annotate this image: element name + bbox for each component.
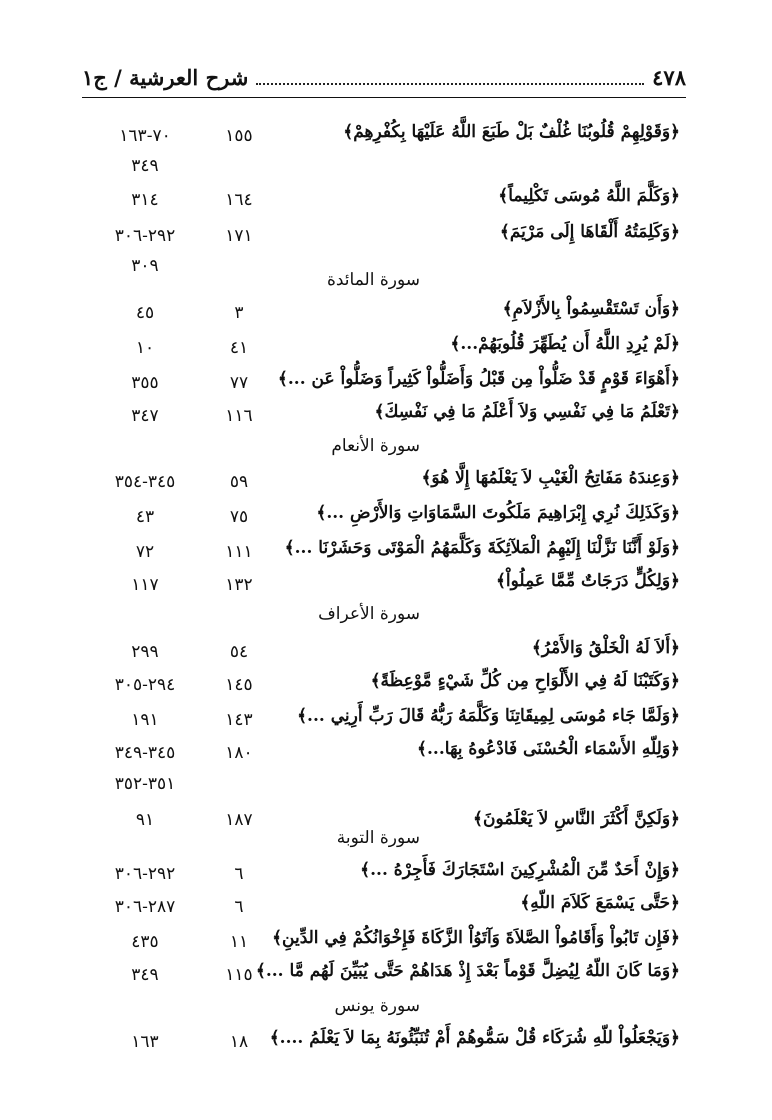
verse-text: ﴿حَتَّى يَسْمَعَ كَلاَمَ اللّهِ﴾ [520, 893, 680, 913]
page-ref: ٤٣٥ [131, 932, 159, 952]
verse-text: ﴿وَأَن تَسْتَقْسِمُواْ بِالأَزْلاَمِ﴾ [502, 299, 680, 319]
verse-text: ﴿وَلِكُلٍّ دَرَجَاتٌ مِّمَّا عَمِلُواْ﴾ [495, 571, 680, 591]
verse-text: ﴿أَهْوَاءَ قَوْمٍ قَدْ ضَلُّواْ مِن قَبْلُ وَأَضَلُّواْ كَثِيراً وَضَلُّواْ عَن ...﴾ [277, 369, 680, 389]
verse-text: ﴿لَمْ يُرِدِ اللَّهُ أَن يُطَهِّرَ قُلُوبَهُمْ...﴾ [450, 334, 680, 354]
page-number: ٤٧٨ [652, 64, 686, 90]
verse-text: ﴿وَمَا كَانَ اللّهُ لِيُضِلَّ قَوْماً بَعْدَ إِذْ هَدَاهُمْ حَتَّى يُبَيِّنَ لَهُم مَّا ...﴾ [255, 961, 680, 981]
ayah-number: ٥٤ [229, 642, 249, 662]
verse-text: ﴿أَلاَ لَهُ الْخَلْقُ وَالأَمْرُ﴾ [531, 638, 680, 658]
page-ref: ٣٥٥ [131, 373, 159, 393]
verse-text: ﴿وَلِلّهِ الأَسْمَاء الْحُسْنَى فَادْعُوهُ بِهَا...﴾ [417, 739, 680, 759]
page-ref: ٢٩٢-٣٠٦ [114, 226, 176, 246]
page-ref: ٢٩٤-٣٠٥ [114, 675, 176, 695]
ayah-number: ١٨ [229, 1032, 249, 1052]
ayah-number: ١٤٥ [225, 675, 253, 695]
page-ref: ٢٩٩ [131, 642, 159, 662]
ayah-number: ١١١ [225, 542, 253, 562]
ayah-number: ٧٥ [229, 507, 249, 527]
verse-text: ﴿وَكَذَلِكَ نُرِي إِبْرَاهِيمَ مَلَكُوتَ السَّمَاوَاتِ وَالأَرْضِ ...﴾ [316, 503, 680, 523]
ayah-number: ٥٩ [229, 472, 249, 492]
ayah-number: ١٧١ [225, 226, 253, 246]
book-title: شرح العرشية / ج١ [82, 64, 249, 90]
verse-text: ﴿وَلَمَّا جَاء مُوسَى لِمِيقَاتِنَا وَكَلَّمَهُ رَبُّهُ قَالَ رَبِّ أَرِنِي ...﴾ [297, 706, 680, 726]
ayah-number: ١١٦ [225, 406, 253, 426]
surah-heading: سورة يونس [334, 996, 420, 1016]
page-ref: ١٦٣ [131, 1032, 159, 1052]
page-ref: ٣٤٩ [131, 965, 159, 985]
verse-text: ﴿وَكَلِمَتُهُ أَلْقَاهَا إِلَى مَرْيَمَ﴾ [499, 222, 680, 242]
surah-heading: سورة الأنعام [331, 436, 420, 456]
page-ref: ٢٨٧-٣٠٦ [114, 897, 176, 917]
surah-heading: سورة الأعراف [318, 604, 420, 624]
ayah-number: ١٨٧ [225, 810, 253, 830]
verse-text: ﴿تَعْلَمُ مَا فِي نَفْسِي وَلاَ أَعْلَمُ مَا فِي نَفْسِكَ﴾ [374, 402, 680, 422]
page-ref: ٩١ [135, 810, 155, 830]
ayah-number: ٤١ [229, 338, 249, 358]
verse-text: ﴿وَيَجْعَلُواْ للّهِ شُرَكَاء قُلْ سَمُّوهُمْ أَمْ تُنَبِّئُونَهُ بِمَا لاَ يَعْلَمُ ....﴾ [269, 1028, 680, 1048]
ayah-number: ٧٧ [229, 373, 249, 393]
verse-text: ﴿وَعِندَهُ مَفَاتِحُ الْغَيْبِ لاَ يَعْلَمُهَا إِلَّا هُوَ﴾ [421, 468, 680, 488]
verse-text: ﴿وَلَكِنَّ أَكْثَرَ النَّاسِ لاَ يَعْلَمُونَ﴾ [473, 809, 680, 829]
page-ref: ٤٣ [135, 507, 155, 527]
page-ref: ٣٤٥-٣٤٩ [114, 743, 176, 763]
ayah-number: ١٦٤ [225, 190, 253, 210]
page-ref: ٣١٤ [131, 190, 159, 210]
page-ref: ٤٥ [135, 303, 155, 323]
verse-text: ﴿وَقَوْلِهِمْ قُلُوبُنَا غُلْفٌ بَلْ طَبَعَ اللَّهُ عَلَيْهَا بِكُفْرِهِمْ﴾ [343, 122, 680, 142]
ayah-number: ٦ [234, 897, 244, 917]
verse-text: ﴿وَلَوْ أَنَّنَا نَزَّلْنَا إِلَيْهِمُ الْمَلآئِكَةَ وَكَلَّمَهُمُ الْمَوْتَى وَحَشَرْنَا ...﴾ [284, 538, 680, 558]
surah-heading: سورة المائدة [326, 270, 420, 290]
ayah-number: ١٣٢ [225, 575, 253, 595]
ayah-number: ١٥٥ [225, 126, 253, 146]
page-ref: ٣٤٥-٣٥٤ [114, 472, 176, 492]
verse-text: ﴿وَكَتَبْنَا لَهُ فِي الأَلْوَاحِ مِن كُلِّ شَيْءٍ مَّوْعِظَةً﴾ [370, 671, 680, 691]
ayah-number: ١٨٠ [225, 743, 253, 763]
page-ref: ٢٩٢-٣٠٦ [114, 864, 176, 884]
page-ref: ٣٥١-٣٥٢ [114, 774, 176, 794]
page-ref: ١٠ [135, 338, 155, 358]
ayah-number: ١١ [229, 932, 249, 952]
page-ref: ١٩١ [131, 710, 159, 730]
page-ref: ٣٤٩ [131, 156, 159, 176]
ayah-number: ٣ [234, 303, 244, 323]
ayah-number: ٦ [234, 864, 244, 884]
ayah-number: ١١٥ [225, 965, 253, 985]
page-ref: ٣٠٩ [131, 256, 159, 276]
surah-heading: سورة التوبة [336, 828, 420, 848]
page-ref: ١١٧ [131, 575, 159, 595]
ayah-number: ١٤٣ [225, 710, 253, 730]
verse-text: ﴿وَكَلَّمَ اللَّهُ مُوسَى تَكْلِيماً﴾ [498, 186, 680, 206]
page-ref: ٧٠-١٦٣ [119, 126, 171, 146]
verse-text: ﴿وَإِنْ أَحَدٌ مِّنَ الْمُشْرِكِينَ اسْتَجَارَكَ فَأَجِرْهُ ...﴾ [360, 860, 680, 880]
verse-text: ﴿فَإِن تَابُواْ وَأَقَامُواْ الصَّلاَةَ وَآتَوُاْ الزَّكَاةَ فَإِخْوَانُكُمْ فِي الدِّينِ﴾ [272, 928, 680, 948]
page-ref: ٧٢ [135, 542, 155, 562]
page-ref: ٣٤٧ [131, 406, 159, 426]
